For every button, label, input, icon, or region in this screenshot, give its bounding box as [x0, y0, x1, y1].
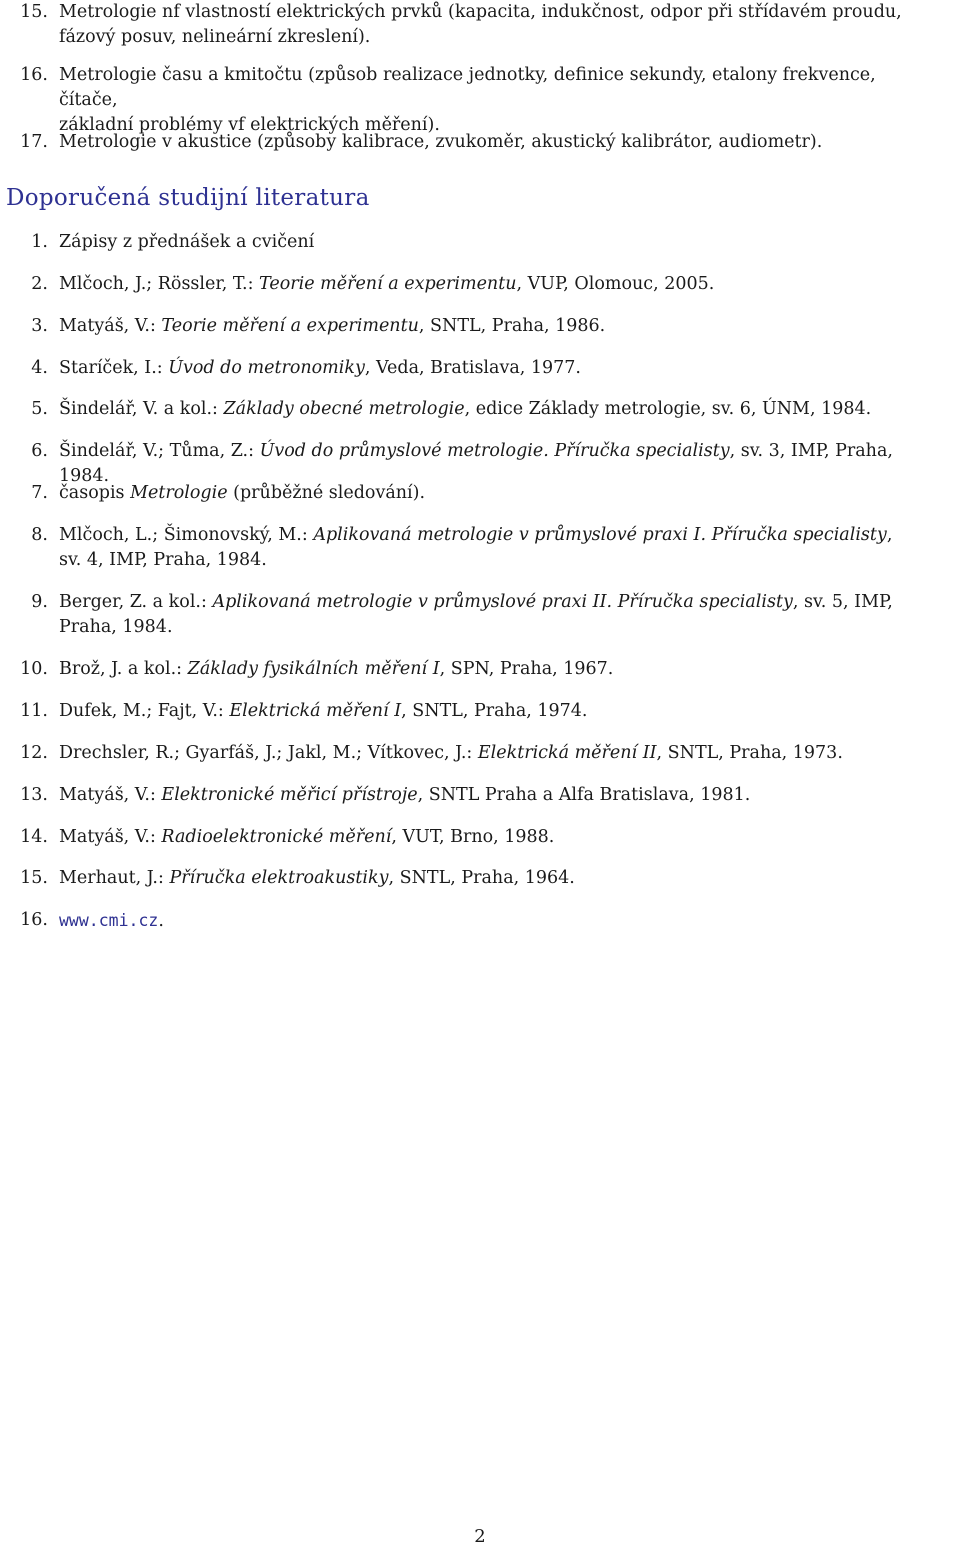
reference-number: 4. — [31, 358, 48, 378]
reference-title: Radioelektronické měření — [161, 827, 392, 847]
reference-authors: Mlčoch, J.; Rössler, T.: — [59, 274, 260, 294]
reference-punctuation: . — [158, 911, 164, 931]
reference-publisher: sv. 4, IMP, Praha, 1984. — [59, 550, 267, 570]
reference-authors: časopis — [59, 483, 131, 503]
reference-authors: Merhaut, J.: — [59, 868, 170, 888]
reference-authors: Matyáš, V.: — [59, 827, 162, 847]
website-link[interactable]: www.cmi.cz — [59, 911, 159, 930]
reference-title: Úvod do metronomiky — [168, 358, 365, 378]
reference-number: 10. — [20, 659, 48, 679]
reference-authors: Mlčoch, L.; Šimonovský, M.: — [59, 525, 314, 545]
reference-publisher: , sv. 5, IMP, — [792, 592, 893, 612]
reference-publisher: , SNTL, Praha, 1973. — [656, 743, 843, 763]
reference-title: Základy fysikálních měření I — [187, 659, 440, 679]
reference-number: 11. — [20, 701, 48, 721]
reference-publisher: , SPN, Praha, 1967. — [439, 659, 614, 679]
reference-number: 1. — [31, 232, 48, 252]
reference-publisher: (průběžné sledování). — [227, 483, 426, 503]
reference-title: Elektrická měření I — [229, 701, 402, 721]
reference-number: 7. — [31, 483, 48, 503]
reference-publisher: , Veda, Bratislava, 1977. — [364, 358, 581, 378]
reference-authors: Šindelář, V. a kol.: — [59, 399, 224, 419]
topic-text-line: Metrologie nf vlastností elektrických prvků (kapacita, indukčnost, odpor při střídavém proudu, — [59, 2, 902, 22]
reference-title: Příručka elektroakustiky — [169, 868, 389, 888]
reference-title: Metrologie — [130, 483, 228, 503]
reference-title: Aplikovaná metrologie v průmyslové praxi II. Příručka specialisty — [212, 592, 793, 612]
reference-title: Základy obecné metrologie — [223, 399, 465, 419]
reference-authors: Staríček, I.: — [59, 358, 169, 378]
reference-number: 16. — [20, 910, 48, 930]
reference-authors: Matyáš, V.: — [59, 316, 162, 336]
reference-publisher: , SNTL Praha a Alfa Bratislava, 1981. — [417, 785, 751, 805]
reference-text: Zápisy z přednášek a cvičení — [59, 232, 315, 252]
reference-title: Elektronické měřicí přístroje — [161, 785, 418, 805]
reference-publisher: , SNTL, Praha, 1964. — [388, 868, 575, 888]
reference-publisher: , VUT, Brno, 1988. — [391, 827, 555, 847]
topic-text-line: základní problémy vf elektrických měření). — [59, 115, 440, 135]
topic-text-line: fázový posuv, nelineární zkreslení). — [59, 27, 371, 47]
reference-publisher: , edice Základy metrologie, sv. 6, ÚNM, 1984. — [464, 399, 872, 419]
reference-number: 14. — [20, 827, 48, 847]
reference-publisher: , sv. 3, IMP, Praha, 1984. — [59, 441, 893, 486]
reference-number: 12. — [20, 743, 48, 763]
reference-authors: Brož, J. a kol.: — [59, 659, 188, 679]
topic-text-line: Metrologie času a kmitočtu (způsob realizace jednotky, definice sekundy, etalony frekvence, čítače, — [59, 65, 876, 110]
reference-publisher: , VUP, Olomouc, 2005. — [516, 274, 715, 294]
reference-number: 5. — [31, 399, 48, 419]
reference-publisher: , SNTL, Praha, 1974. — [401, 701, 588, 721]
reference-publisher: , SNTL, Praha, 1986. — [418, 316, 606, 336]
reference-authors: Matyáš, V.: — [59, 785, 162, 805]
reference-title: Elektrická měření II — [477, 743, 657, 763]
reference-publisher: Praha, 1984. — [59, 617, 173, 637]
reference-title: Aplikovaná metrologie v průmyslové praxi I. Příručka specialisty — [313, 525, 887, 545]
reference-title: Úvod do průmyslové metrologie. Příručka specialisty — [259, 441, 730, 461]
reference-number: 13. — [20, 785, 48, 805]
reference-number: 8. — [31, 525, 48, 545]
reference-number: 9. — [31, 592, 48, 612]
reference-title: Teorie měření a experimentu — [259, 274, 517, 294]
reference-number: 2. — [31, 274, 48, 294]
reference-authors: Berger, Z. a kol.: — [59, 592, 213, 612]
topic-text-line: Metrologie v akustice (způsoby kalibrace, zvukoměr, akustický kalibrátor, audiometr). — [59, 132, 823, 152]
reference-authors: Drechsler, R.; Gyarfáš, J.; Jakl, M.; Vítkovec, J.: — [59, 743, 478, 763]
topic-number: 15. — [20, 2, 48, 22]
section-heading: Doporučená studijní literatura — [6, 185, 370, 211]
reference-authors: Šindelář, V.; Tůma, Z.: — [59, 441, 260, 461]
reference-publisher: , — [886, 525, 893, 545]
reference-number: 3. — [31, 316, 48, 336]
reference-title: Teorie měření a experimentu — [161, 316, 419, 336]
topic-number: 17. — [20, 132, 48, 152]
topic-number: 16. — [20, 65, 48, 85]
reference-authors: Dufek, M.; Fajt, V.: — [59, 701, 230, 721]
reference-number: 15. — [20, 868, 48, 888]
page-number: 2 — [474, 1526, 486, 1547]
reference-number: 6. — [31, 441, 48, 461]
